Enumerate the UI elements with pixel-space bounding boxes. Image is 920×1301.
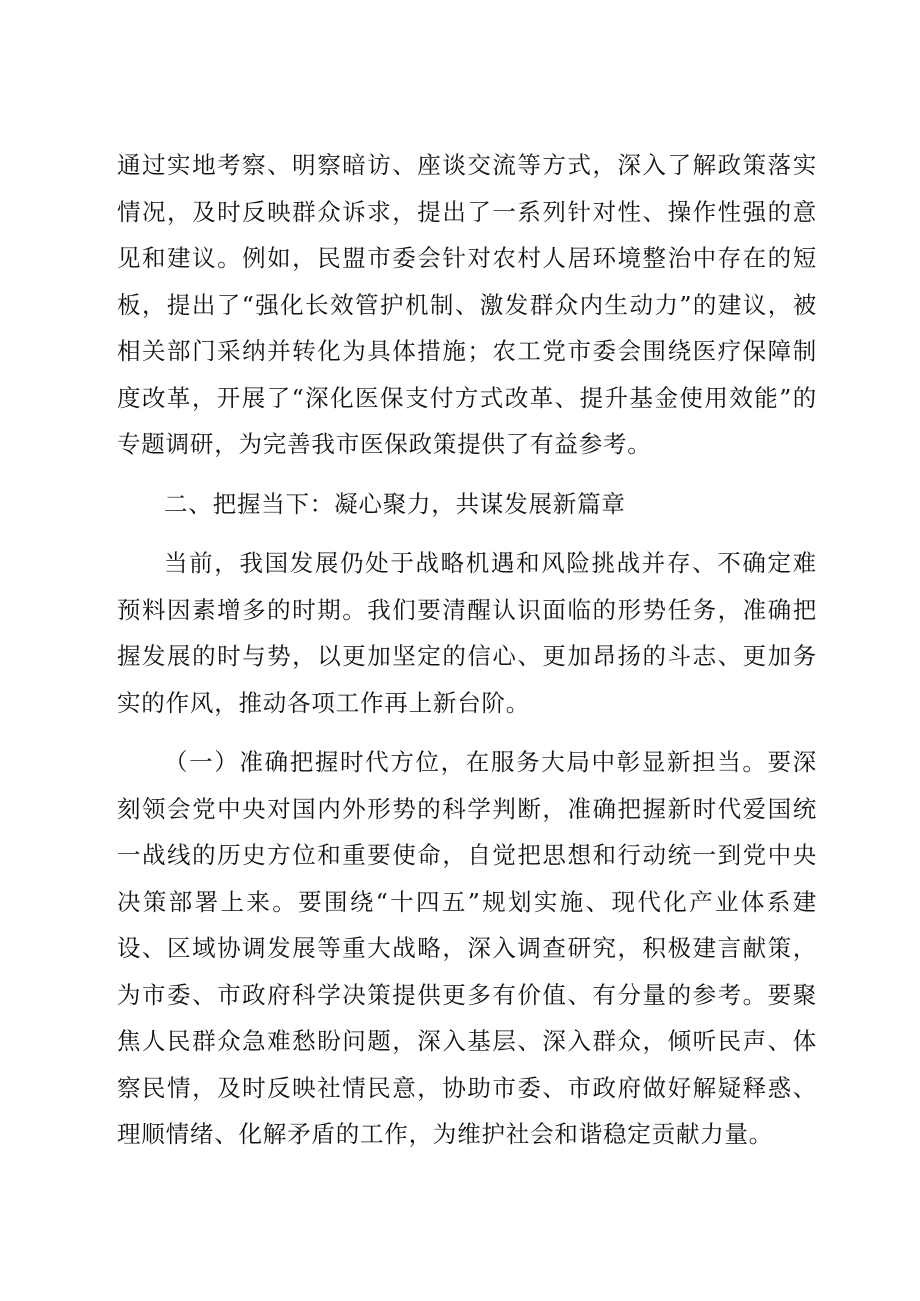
paragraph-continued: 通过实地考察、明察暗访、座谈交流等方式，深入了解政策落实情况，及时反映群众诉求，提出了一系列针对性、操作性强的意见和建议。例如，民盟市委会针对农村人居环境整治中存在的短板，提出了“强化长效管护机制、激发群众内生动力”的建议，被相关部门采纳并转化为具体措施；农工党市委会围绕医疗保障制度改革，开展了“深化医保支付方式改革、提升基金使用效能”的专题调研，为完善我市医保政策提供了有益参考。	[117, 151, 817, 458]
paragraph-situation: 当前，我国发展仍处于战略机遇和风险挑战并存、不确定难预料因素增多的时期。我们要清醒认识面临的形势任务，准确把握发展的时与势，以更加坚定的信心、更加昂扬的斗志、更加务实的作风，推动各项工作再上新台阶。	[117, 549, 817, 717]
paragraph-subsection-one: （一）准确把握时代方位，在服务大局中彰显新担当。要深刻领会党中央对国内外形势的科学判断，准确把握新时代爱国统一战线的历史方位和重要使命，自觉把思想和行动统一到党中央决策部署上来。要围绕“十四五”规划实施、现代化产业体系建设、区域协调发展等重大战略，深入调查研究，积极建言献策，为市委、市政府科学决策提供更多有价值、有分量的参考。要聚焦人民群众急难愁盼问题，深入基层、深入群众，倾听民声、体察民情，及时反映社情民意，协助市委、市政府做好解疑释惑、理顺情绪、化解矛盾的工作，为维护社会和谐稳定贡献力量。	[117, 748, 817, 1148]
section-heading: 二、把握当下：凝心聚力，共谋发展新篇章	[164, 489, 626, 518]
document-body	[117, 142, 817, 1158]
